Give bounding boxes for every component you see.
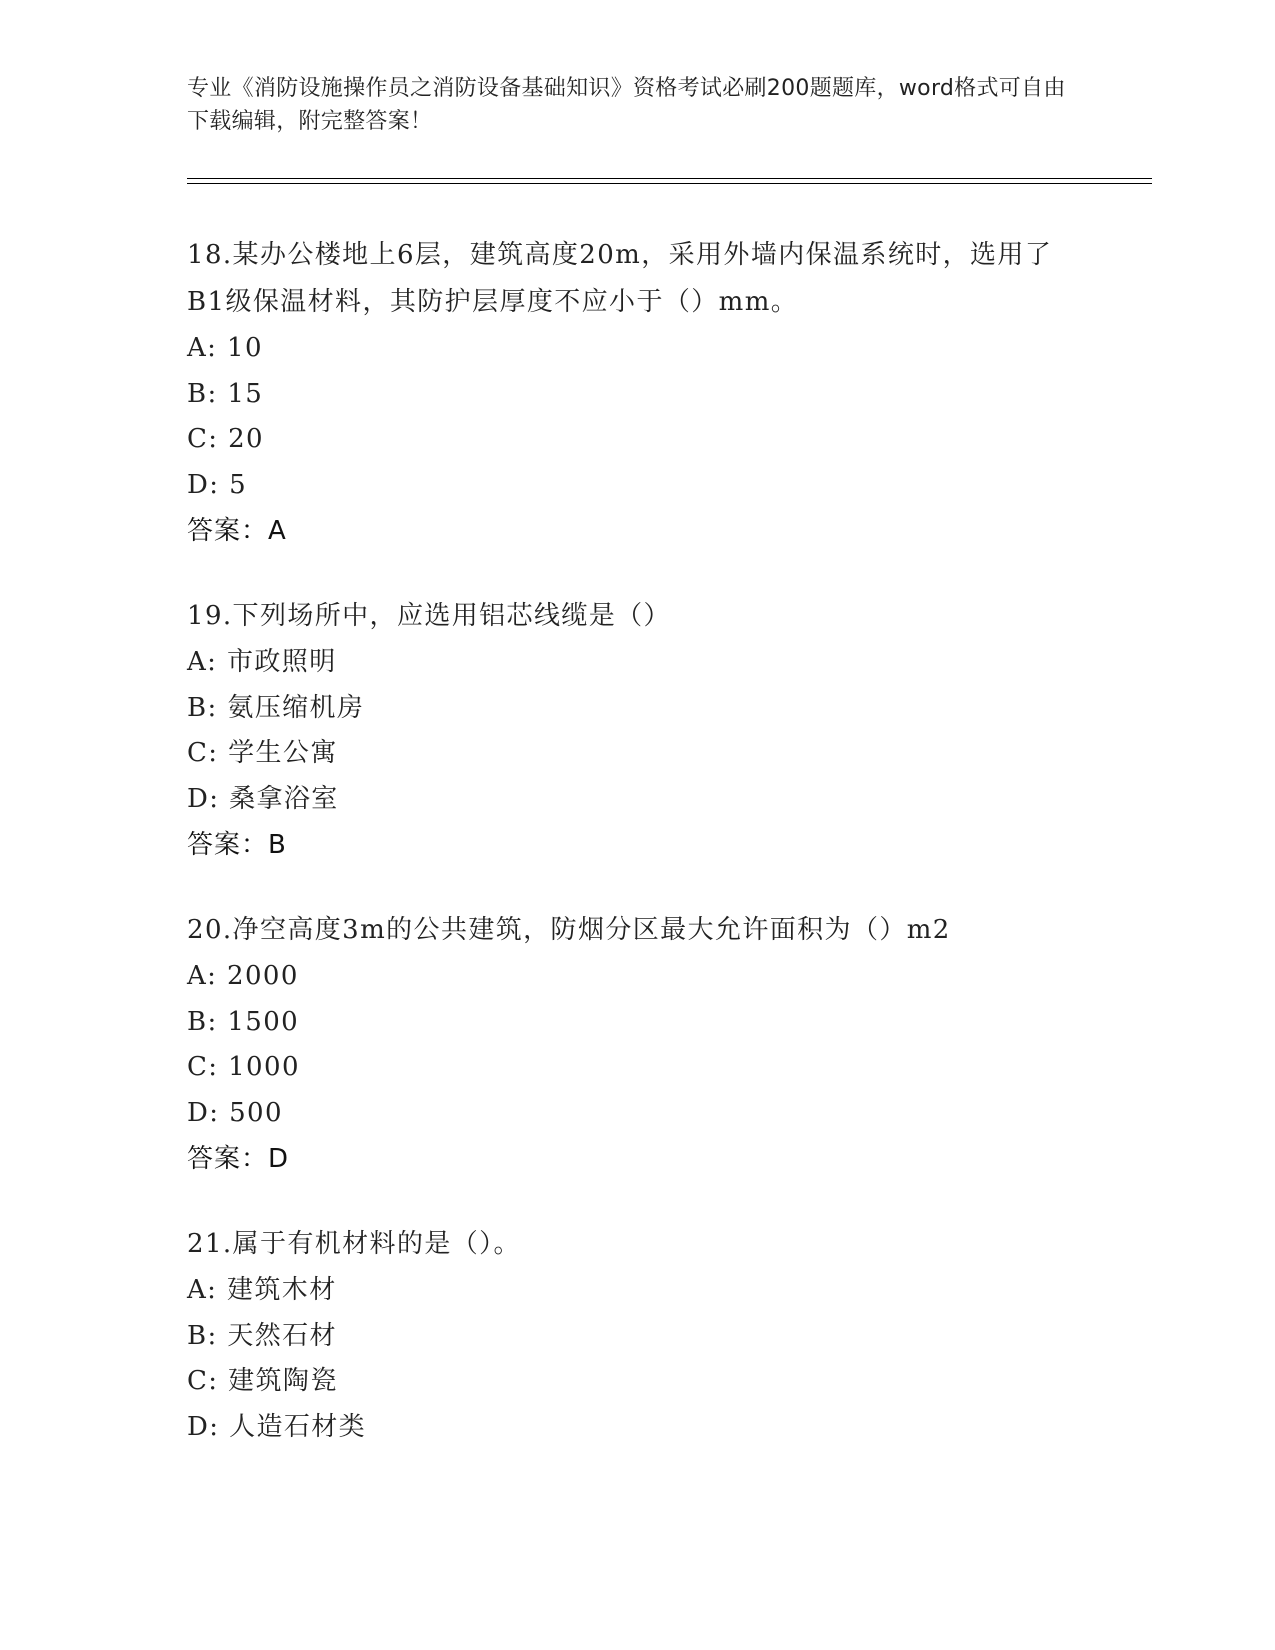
option-c: C: 20 [187, 424, 265, 454]
option-a: A: 建筑木材 [187, 1275, 337, 1305]
question-20 [187, 907, 1087, 1183]
question-19 [187, 593, 1087, 869]
option-c: C: 学生公寓 [187, 738, 338, 768]
question-stem: 18.某办公楼地上6层，建筑高度20m，采用外墙内保温系统时，选用了B1级保温材料，其防护层厚度不应小于（）mm。 [187, 240, 1053, 317]
option-b: B: 天然石材 [187, 1320, 337, 1351]
answer-label: 答案：B [187, 830, 287, 860]
option-d: D: 人造石材类 [187, 1411, 367, 1442]
header-divider-top [187, 178, 1152, 179]
question-stem: 19.下列场所中，应选用铝芯线缆是（） [187, 601, 671, 631]
option-c: C: 建筑陶瓷 [187, 1366, 338, 1396]
option-b: B: 氨压缩机房 [187, 692, 365, 723]
option-a: A: 市政照明 [187, 647, 337, 677]
option-d: D: 桑拿浴室 [187, 783, 339, 814]
header-divider-bottom [187, 183, 1152, 184]
option-a: A: 10 [187, 333, 263, 363]
option-a: A: 2000 [187, 961, 299, 991]
option-d: D: 5 [187, 469, 248, 500]
answer-label: 答案：A [187, 516, 287, 546]
question-list [187, 232, 1087, 1488]
document-header: 专业《消防设施操作员之消防设备基础知识》资格考试必刷200题题库，word格式可自由下载编辑，附完整答案！ [187, 76, 1066, 134]
question-18 [187, 232, 1087, 555]
question-stem: 21.属于有机材料的是（）。 [187, 1229, 521, 1259]
option-c: C: 1000 [187, 1052, 300, 1082]
question-stem: 20.净空高度3m的公共建筑，防烟分区最大允许面积为（）m2 [187, 915, 951, 945]
answer-label: 答案：D [187, 1144, 290, 1174]
option-d: D: 500 [187, 1097, 283, 1128]
question-21 [187, 1221, 1087, 1450]
option-b: B: 1500 [187, 1006, 300, 1037]
option-b: B: 15 [187, 378, 264, 409]
